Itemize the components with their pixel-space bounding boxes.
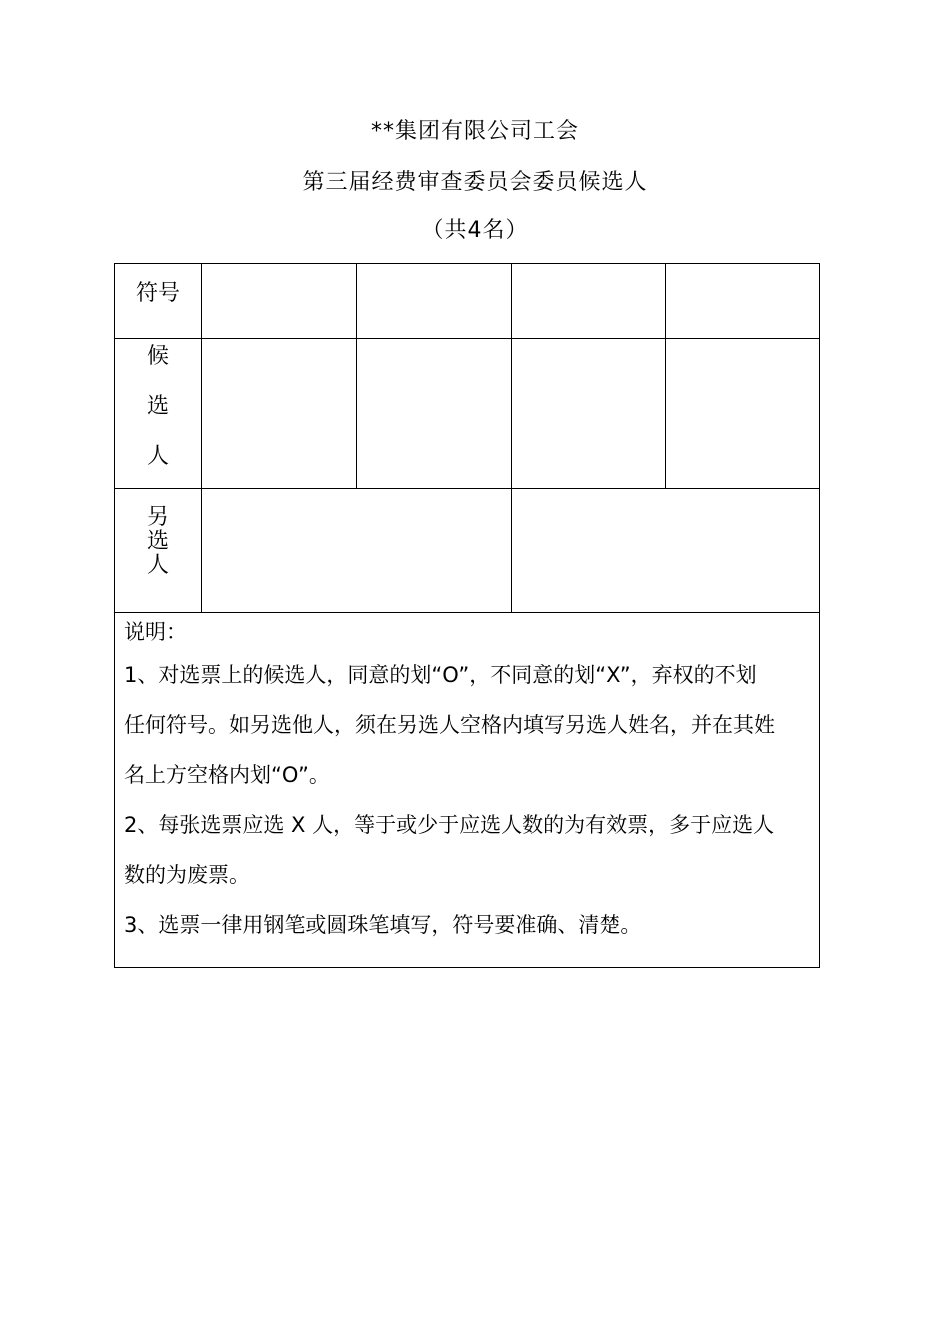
- other-label-char-3: 人: [146, 553, 169, 578]
- candidate-cell-3: [511, 338, 666, 489]
- candidate-count: （共4名）: [421, 218, 529, 243]
- write-in-cell-1[interactable]: [201, 488, 512, 613]
- instruction-line: 名上方空格内划“O”。: [124, 763, 330, 787]
- symbol-cell-4[interactable]: [665, 263, 820, 339]
- candidate-label-char-3: 人: [146, 444, 169, 469]
- write-in-cell-2[interactable]: [511, 488, 820, 613]
- org-title: **集团有限公司工会: [370, 119, 579, 144]
- candidate-cell-2: [356, 338, 512, 489]
- symbol-label: 符号: [135, 281, 180, 306]
- candidate-cell-1: [201, 338, 357, 489]
- other-label-char-2: 选: [146, 529, 169, 554]
- instruction-line: 任何符号。如另选他人，须在另选人空格内填写另选人姓名，并在其姓: [124, 713, 775, 737]
- instruction-line: 2、每张选票应选 X 人，等于或少于应选人数的为有效票，多于应选人: [124, 813, 775, 837]
- instructions-heading: 说明：: [124, 620, 187, 644]
- candidate-cell-4: [665, 338, 820, 489]
- other-label-char-1: 另: [146, 505, 169, 530]
- instruction-line: 3、选票一律用钢笔或圆珠笔填写，符号要准确、清楚。: [124, 913, 642, 937]
- instruction-line: 1、对选票上的候选人，同意的划“O”，不同意的划“X”，弃权的不划: [124, 663, 757, 687]
- symbol-cell-3[interactable]: [511, 263, 666, 339]
- candidate-label-char-2: 选: [146, 394, 169, 419]
- instructions: [124, 614, 814, 950]
- candidate-label-char-1: 候: [146, 344, 169, 369]
- symbol-cell-1[interactable]: [201, 263, 357, 339]
- instruction-line: 数的为废票。: [124, 863, 250, 887]
- symbol-cell-2[interactable]: [356, 263, 512, 339]
- ballot-title: 第三届经费审查委员会委员候选人: [302, 170, 648, 195]
